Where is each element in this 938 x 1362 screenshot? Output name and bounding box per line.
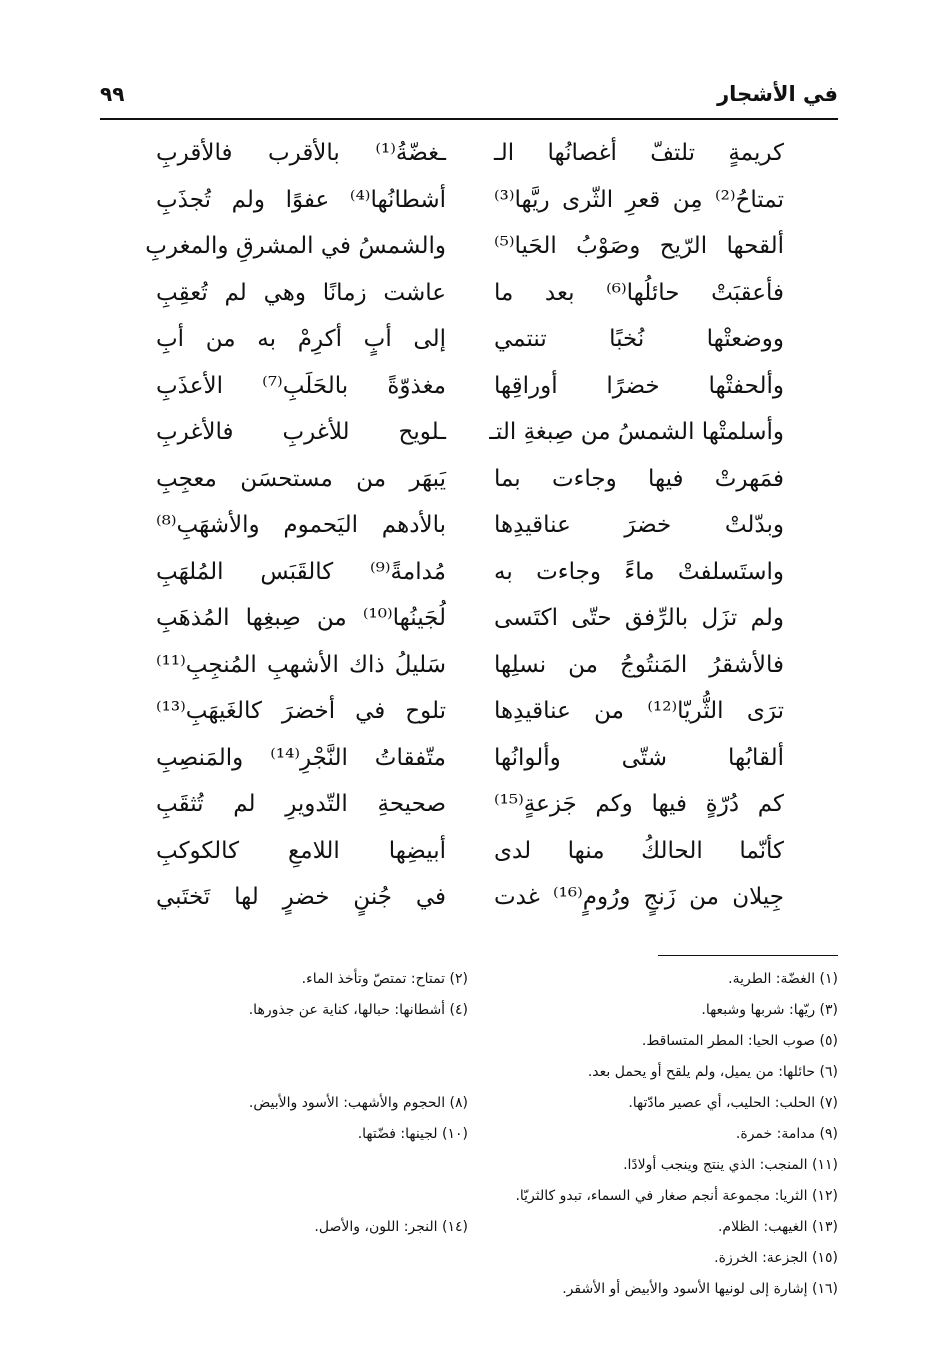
verse-first-hemistich: ولم تزَل بالرِّفق حتّى اكتَسى xyxy=(494,605,784,631)
footnote: (١٥) الجزعة: الخرزة. xyxy=(714,1250,838,1266)
verse-first-hemistich: وألحفتْها خضرًا أوراقِها xyxy=(494,372,784,399)
footnote-row xyxy=(100,997,838,1028)
verse-first-hemistich: تمتاحُ⁽²⁾ مِن قعرِ الثّرى ريَّها⁽³⁾ xyxy=(494,186,784,213)
footnote-row xyxy=(100,1090,838,1121)
footnote-row xyxy=(100,1183,838,1214)
verse-second-hemistich: تلوح في أخضرَ كالغَيهَبِ⁽¹³⁾ xyxy=(156,698,446,724)
footnote: (٤) أشطانها: حبالها، كناية عن جذورها. xyxy=(248,1002,468,1018)
verse-line xyxy=(100,363,838,410)
footnote: (٥) صوب الحيا: المطر المتساقط. xyxy=(641,1033,838,1049)
running-title: في الأشجار xyxy=(717,82,838,106)
verse-second-hemistich: عاشت زمانًا وهي لم تُعقِبِ xyxy=(156,279,446,306)
verse-second-hemistich: يَبهَر من مستحسَن معجِبِ xyxy=(156,465,446,492)
verse-first-hemistich: وبدّلتْ خضرَ عناقيدِها xyxy=(494,512,784,538)
verse-line xyxy=(100,502,838,549)
verse-first-hemistich: كم دُرّةٍ فيها وكم جَزعةٍ⁽¹⁵⁾ xyxy=(494,791,784,817)
verse-line xyxy=(100,735,838,782)
footnote: (٨) الحجوم والأشهب: الأسود والأبيض. xyxy=(248,1095,468,1111)
verse-first-hemistich: كريمةٍ تلتفّ أغصانُها الـ xyxy=(494,140,784,166)
verse-second-hemistich: متّفقاتُ النَّجْرِ⁽¹⁴⁾ والمَنصِبِ xyxy=(156,744,446,771)
verse-line xyxy=(100,874,838,921)
footnote-row xyxy=(100,1121,838,1152)
verse-first-hemistich: جِيلان من زَنجٍ ورُومٍ⁽¹⁶⁾ غدت xyxy=(494,884,784,910)
footnote-row xyxy=(100,1276,838,1307)
verse-line xyxy=(100,130,838,177)
footnote-row xyxy=(100,1152,838,1183)
verse-second-hemistich: والشمسُ في المشرقِ والمغربِ xyxy=(145,233,446,259)
verse-second-hemistich: صحيحةِ التّدويرِ لم تُثقَبِ xyxy=(156,791,446,817)
footnote: (١) الغضّة: الطرية. xyxy=(728,971,838,987)
verse-line xyxy=(100,549,838,596)
verse-second-hemistich: مغذوّةً بالحَلَبِ⁽⁷⁾ الأعذَبِ xyxy=(156,372,446,399)
verse-first-hemistich: ألقابُها شتّى وألوانُها xyxy=(494,744,784,771)
verse-first-hemistich: ووضعتْها نُخبًا تنتمي xyxy=(494,326,784,352)
footnote: (١٢) الثريا: مجموعة أنجم صغار في السماء، تبدو كالثريّا. xyxy=(515,1188,838,1204)
verse-second-hemistich: أبيضِها اللامعِ كالكوكبِ xyxy=(156,837,446,864)
footnote-row xyxy=(100,1059,838,1090)
footnote: (١١) المنجب: الذي ينتج وينجب أولادًا. xyxy=(623,1157,838,1173)
verse-line xyxy=(100,316,838,363)
footnote-row xyxy=(100,1214,838,1245)
verse-second-hemistich: مُدامةً⁽⁹⁾ كالقَبَس المُلهَبِ xyxy=(156,558,446,585)
verse-line xyxy=(100,688,838,735)
verse-first-hemistich: ترَى الثُّريّا⁽¹²⁾ من عناقيدِها xyxy=(494,698,784,724)
verse-line xyxy=(100,223,838,270)
footnote: (٣) ريّها: شربها وشبعها. xyxy=(701,1002,838,1018)
footnote: (٩) مدامة: خمرة. xyxy=(735,1126,838,1142)
footnote: (١٤) النجر: اللون، والأصل. xyxy=(314,1219,468,1235)
verse-first-hemistich: وأسلمتْها الشمسُ من صِبغةِ التـ xyxy=(489,419,784,445)
page-number: ٩٩ xyxy=(100,82,125,106)
page-header xyxy=(100,78,838,120)
verse-second-hemistich: ـغضّةُ⁽¹⁾ بالأقرب فالأقربِ xyxy=(156,140,446,166)
footnote: (٧) الحلب: الحليب، أي عصير مادّتها. xyxy=(628,1095,838,1111)
footnote-row xyxy=(100,966,838,997)
verse-first-hemistich: كأنّما الحالكُ منها لدى xyxy=(494,837,784,864)
verse-first-hemistich: فمَهرتْ فيها وجاءت بما xyxy=(494,465,784,492)
verse-first-hemistich: فالأشقرُ المَنتُوجُ من نسلِها xyxy=(494,651,784,678)
poem xyxy=(100,130,838,921)
verse-second-hemistich: لُجَينُها⁽¹⁰⁾ من صِبغِها المُذهَبِ xyxy=(156,605,446,631)
verse-second-hemistich: إلى أبٍ أكرِمْ به من أبِ xyxy=(156,326,446,352)
verse-line xyxy=(100,781,838,828)
verse-line xyxy=(100,595,838,642)
verse-line xyxy=(100,642,838,689)
verse-line xyxy=(100,409,838,456)
verse-second-hemistich: بالأدهم اليَحموم والأشهَبِ⁽⁸⁾ xyxy=(156,512,446,538)
verse-first-hemistich: واستَسلفتْ ماءً وجاءت به xyxy=(494,558,784,585)
verse-second-hemistich: ـلويح للأغربِ فالأغربِ xyxy=(156,419,446,445)
verse-line xyxy=(100,270,838,317)
verse-line xyxy=(100,828,838,875)
footnotes xyxy=(100,966,838,1307)
footnote-separator xyxy=(658,955,838,956)
verse-line xyxy=(100,177,838,224)
verse-first-hemistich: ألقحها الرّيح وصَوْبُ الحَيا⁽⁵⁾ xyxy=(494,233,784,259)
verse-second-hemistich: في جُننٍ خضرٍ لها تَختَبي xyxy=(156,884,446,910)
footnote-row xyxy=(100,1245,838,1276)
verse-second-hemistich: أشطانُها⁽⁴⁾ عفوًا ولم تُجذَبِ xyxy=(156,186,446,213)
verse-second-hemistich: سَليلُ ذاك الأشهبِ المُنجِبِ⁽¹¹⁾ xyxy=(156,651,446,678)
verse-first-hemistich: فأعقبَتْ حائلُها⁽⁶⁾ بعد ما xyxy=(494,279,784,306)
footnote: (٢) تمتاح: تمتصّ وتأخذ الماء. xyxy=(301,971,468,987)
footnote: (١٦) إشارة إلى لونيها الأسود والأبيض أو الأشقر. xyxy=(562,1281,838,1297)
footnote-row xyxy=(100,1028,838,1059)
footnote: (١٣) الغيهب: الظلام. xyxy=(717,1219,838,1235)
verse-line xyxy=(100,456,838,503)
footnote: (١٠) لجينها: فضّتها. xyxy=(357,1126,468,1142)
footnote: (٦) حائلها: من يميل، ولم يلقح أو يحمل بعد. xyxy=(587,1064,838,1080)
